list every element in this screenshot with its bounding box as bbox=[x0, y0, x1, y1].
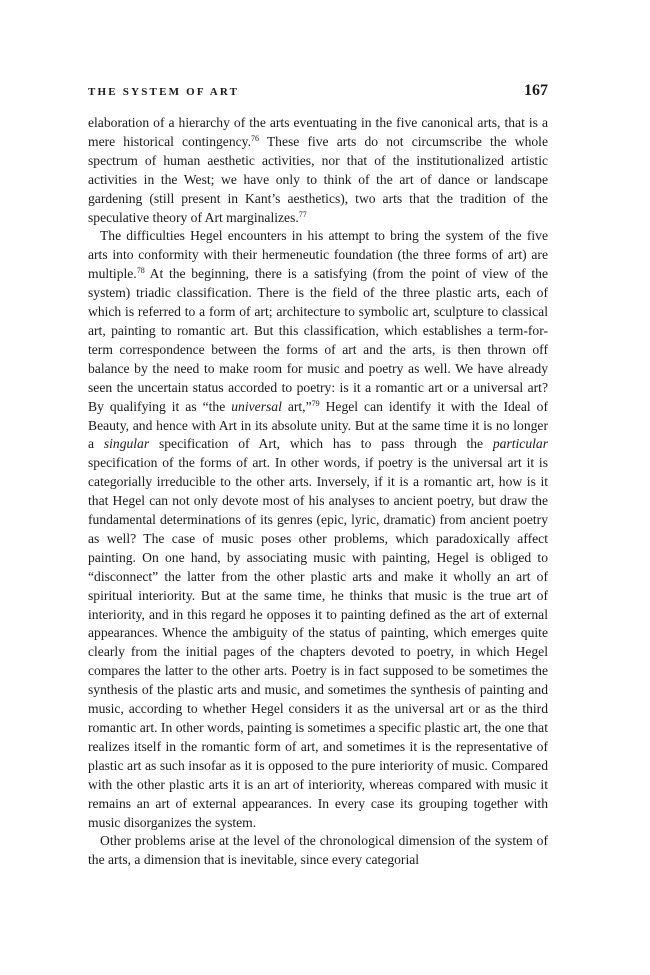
paragraph bbox=[88, 114, 548, 227]
emphasized-text: universal bbox=[231, 398, 282, 414]
text-run: art,” bbox=[281, 398, 312, 414]
text-run: The difficulties Hegel encounters in his attempt to bring the system of the five arts into conformity with their hermeneutic foundation (the three forms of art) are multiple. bbox=[88, 228, 548, 282]
body-text bbox=[88, 114, 548, 870]
footnote-ref: 78 bbox=[136, 266, 145, 276]
paragraph bbox=[88, 227, 548, 832]
running-title: THE SYSTEM OF ART bbox=[88, 86, 240, 98]
book-page bbox=[88, 82, 548, 870]
text-run: specification of the forms of art. In other words, if poetry is the universal art it is categorially irreducible to the other arts. Inversely, if it is a romantic art, how is it that Hegel can not only devote most of his analyses to ancient poetry, but draw the fundamental determinations of its genres (epic, lyric, dramatic) from ancient poetry as well? The case of music poses other problems, which paradoxically affect painting. On one hand, by associating music with painting, Hegel is obliged to “disconnect” the latter from the other plastic arts and make it wholly an art of spiritual interiority. But at the same time, he thinks that music is the true art of interiority, and in this regard he opposes it to painting defined as the art of external appearances. Whence the ambiguity of the status of painting, which emerges quite clearly from the initial pages of the chapters devoted to poetry, in which Hegel compares the latter to the other arts. Poetry is in fact supposed to be sometimes the synthesis of the plastic arts and music, and sometimes the synthesis of painting and music, according to whether Hegel considers it as the universal art or as the third romantic art. In other words, painting is sometimes a specific plastic art, the one that realizes itself in the romantic form of art, and sometimes it is the representative of plastic art as such insofar as it is opposed to the pure interiority of music. Compared with the other plastic arts it is an art of interiority, whereas compared with music it remains an art of external appearances. In every case its grouping together with music disorganizes the system. bbox=[88, 455, 548, 830]
paragraph bbox=[88, 832, 548, 870]
text-run: Other problems arise at the level of the chronological dimension of the system of the arts, a dimension that is inevitable, since every categorial bbox=[88, 833, 548, 868]
text-run: elaboration of a hierarchy of the arts eventuating in the five canonical arts, that is a mere historical contingency. bbox=[88, 115, 548, 149]
text-run: specification of Art, which has to pass through the bbox=[149, 436, 493, 452]
footnote-ref: 79 bbox=[311, 398, 320, 408]
text-run: Hegel can identify it with the Ideal of Beauty, and hence with Art in its absolute unity. But at the same time it is no longer a bbox=[88, 398, 548, 452]
emphasized-text: singular bbox=[103, 436, 150, 452]
page-number: 167 bbox=[524, 82, 548, 99]
footnote-ref: 76 bbox=[250, 133, 259, 143]
text-run: At the beginning, there is a satisfying (from the point of view of the system) triadic classification. There is the field of the three plastic arts, each of which is referred to a form of art; architecture to symbolic art, sculpture to classical art, painting to romantic art. But this classification, which establishes a term-for-term correspondence between the forms of art and the arts, is then thrown off balance by the need to make room for music and poetry as well. We have already seen the uncertain status accorded to poetry: is it a romantic art or a universal art? By qualifying it as “the bbox=[88, 266, 548, 414]
text-run: These five arts do not circumscribe the whole spectrum of human aesthetic activities, nor that of the institutionalized artistic activities in the West; we have only to think of the art of dance or landscape gardening (still present in Kant’s aesthetics), two arts that the tradition of the speculative theory of Art marginalizes. bbox=[88, 133, 548, 225]
emphasized-text: particular bbox=[492, 436, 548, 452]
running-head bbox=[88, 82, 548, 106]
footnote-ref: 77 bbox=[298, 209, 307, 219]
